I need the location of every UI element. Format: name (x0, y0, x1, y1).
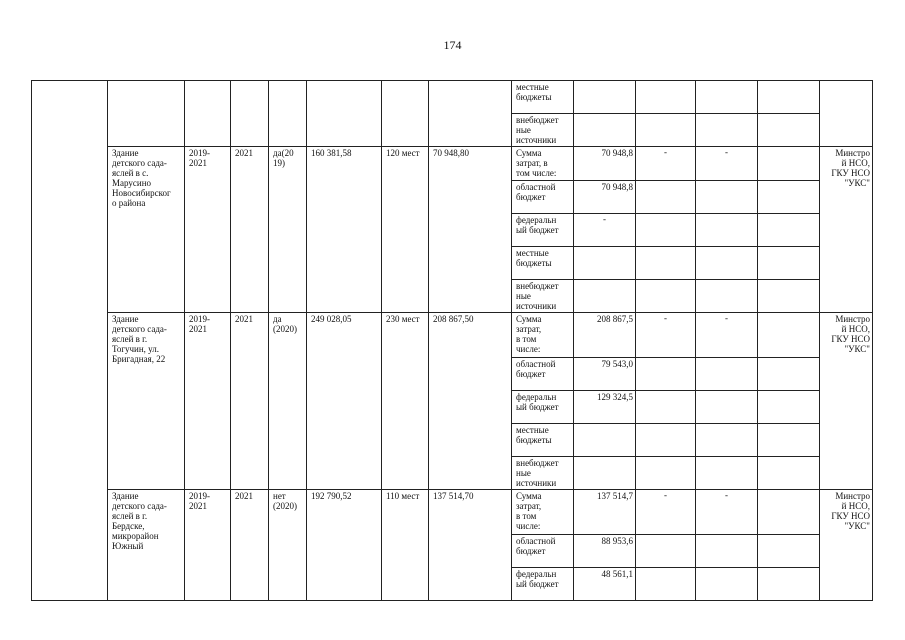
project-remaining-cost: 70 948,80 (433, 148, 469, 159)
year3-cell (758, 534, 820, 567)
year2-cell (696, 490, 758, 534)
amount-cell (574, 81, 636, 114)
year1-cell (636, 114, 696, 147)
funding-source: областной бюджет (516, 535, 556, 556)
funding-amount (574, 424, 635, 425)
period-cell (185, 81, 231, 147)
funding-amount: 70 948,8 (601, 181, 633, 192)
amount-cell (574, 490, 636, 534)
year1-cell (636, 280, 696, 313)
project-total-cost: 249 028,05 (311, 314, 352, 325)
responsible-organization: Минстро й НСО, ГКУ НСО "УКС" (831, 491, 870, 532)
year1-cell (636, 423, 696, 456)
capacity-cell (382, 81, 429, 147)
table-row (32, 313, 873, 357)
source-cell (512, 180, 574, 213)
project-pir: нет (2020) (273, 491, 297, 512)
project-capacity: 230 мест (386, 314, 420, 325)
project-total-cost-cell (307, 313, 382, 490)
funding-source: областной бюджет (516, 181, 556, 202)
source-cell (512, 280, 574, 313)
funding-source: Сумма затрат, в том числе: (516, 148, 557, 179)
year2-cell (696, 534, 758, 567)
project-period-cell (185, 490, 231, 601)
name-cell (108, 81, 185, 147)
year2-cell (696, 313, 758, 357)
funding-source: местные бюджеты (516, 424, 552, 445)
amount-cell (574, 313, 636, 357)
project-total-cost: 160 381,58 (311, 148, 352, 159)
source-label: местные бюджеты (516, 82, 552, 102)
source-cell (512, 147, 574, 180)
funding-amount: 48 561,1 (601, 568, 633, 579)
project-period-cell (185, 313, 231, 490)
year1-cell (636, 180, 696, 213)
project-end-year: 2021 (235, 148, 253, 159)
funding-amount: 208 867,5 (597, 314, 633, 325)
funding-amount: 88 953,6 (601, 535, 633, 546)
source-cell (512, 534, 574, 567)
project-end-year: 2021 (235, 314, 253, 325)
year1-cell (636, 246, 696, 279)
project-period: 2019- 2021 (189, 491, 210, 512)
funding-amount: 129 324,5 (597, 391, 633, 402)
year2-amount: - (725, 147, 728, 158)
year2-amount: - (725, 313, 728, 324)
source-cell (512, 423, 574, 456)
year3-cell (758, 180, 820, 213)
table-row (32, 81, 873, 114)
project-capacity: 110 мест (386, 491, 420, 502)
year1-cell (636, 313, 696, 357)
source-cell (512, 246, 574, 279)
project-pir-cell (269, 490, 307, 601)
amount-cell (574, 390, 636, 423)
project-remaining-cost-cell (429, 313, 512, 490)
funding-amount: 79 543,0 (601, 358, 633, 369)
year1-cell (636, 567, 696, 600)
amount-cell (574, 246, 636, 279)
project-capacity-cell (382, 313, 429, 490)
project-period: 2019- 2021 (189, 314, 210, 335)
year3-cell (758, 357, 820, 390)
remaining-cost-cell (429, 81, 512, 147)
source-cell (512, 213, 574, 246)
responsible-cell (820, 81, 873, 147)
funding-source: федеральн ый бюджет (516, 568, 559, 589)
funding-amount (574, 457, 635, 458)
funding-source: федеральн ый бюджет (516, 391, 559, 412)
project-end-year-cell (231, 147, 269, 313)
project-total-cost-cell (307, 147, 382, 313)
amount-cell (574, 457, 636, 490)
funding-source: внебюджет ные источники (516, 281, 559, 312)
year3-cell (758, 490, 820, 534)
project-pir: да (2020) (273, 314, 297, 335)
project-pir-cell (269, 313, 307, 490)
year3-cell (758, 81, 820, 114)
year2-cell (696, 114, 758, 147)
project-remaining-cost-cell (429, 490, 512, 601)
year2-cell (696, 213, 758, 246)
end-year-cell (231, 81, 269, 147)
year1-cell (636, 81, 696, 114)
amount-cell (574, 280, 636, 313)
page-number: 174 (443, 38, 462, 52)
amount-cell (574, 567, 636, 600)
responsible-cell (820, 147, 873, 313)
year2-cell (696, 246, 758, 279)
project-end-year-cell (231, 490, 269, 601)
source-cell (512, 567, 574, 600)
project-period-cell (185, 147, 231, 313)
project-name-cell (108, 490, 185, 601)
project-total-cost: 192 790,52 (311, 491, 352, 502)
year3-cell (758, 423, 820, 456)
responsible-cell (820, 490, 873, 601)
funding-amount: 70 948,8 (601, 148, 633, 159)
source-cell (512, 390, 574, 423)
source-cell (512, 313, 574, 357)
project-end-year-cell (231, 313, 269, 490)
year2-amount: - (725, 490, 728, 501)
year3-cell (758, 390, 820, 423)
amount-cell (574, 213, 636, 246)
amount-cell (574, 357, 636, 390)
amount-cell (574, 180, 636, 213)
year1-amount: - (664, 313, 667, 324)
amount-cell (574, 534, 636, 567)
year1-amount: - (664, 490, 667, 501)
source-cell (512, 490, 574, 534)
funding-source: федеральн ый бюджет (516, 214, 559, 235)
project-capacity-cell (382, 147, 429, 313)
year3-cell (758, 147, 820, 180)
year3-cell (758, 457, 820, 490)
total-cost-cell (307, 81, 382, 147)
number-cell (32, 81, 108, 601)
year1-cell (636, 534, 696, 567)
amount-cell (574, 147, 636, 180)
project-capacity-cell (382, 490, 429, 601)
year2-cell (696, 457, 758, 490)
project-remaining-cost: 208 867,50 (433, 314, 474, 325)
project-pir-cell (269, 147, 307, 313)
year3-cell (758, 114, 820, 147)
source-cell (512, 357, 574, 390)
year3-cell (758, 246, 820, 279)
funding-source: Сумма затрат, в том числе: (516, 491, 542, 532)
project-period: 2019- 2021 (189, 148, 210, 169)
funding-source: местные бюджеты (516, 247, 552, 268)
funding-source: областной бюджет (516, 358, 556, 379)
year1-cell (636, 357, 696, 390)
funding-source: Сумма затрат, в том числе: (516, 314, 542, 355)
responsible-organization: Минстро й НСО, ГКУ НСО "УКС" (831, 148, 870, 189)
funding-amount: 137 514,7 (597, 491, 633, 502)
year1-cell (636, 490, 696, 534)
project-remaining-cost: 137 514,70 (433, 491, 474, 502)
source-cell (512, 81, 574, 114)
project-capacity: 120 мест (386, 148, 420, 159)
project-name-cell (108, 147, 185, 313)
year2-cell (696, 567, 758, 600)
project-name-cell (108, 313, 185, 490)
source-cell (512, 457, 574, 490)
year1-cell (636, 457, 696, 490)
project-pir: да(20 19) (273, 148, 294, 169)
amount-cell (574, 114, 636, 147)
investment-table (31, 80, 873, 601)
project-end-year: 2021 (235, 491, 253, 502)
year1-cell (636, 147, 696, 180)
year2-cell (696, 357, 758, 390)
table-row (32, 147, 873, 180)
year2-cell (696, 390, 758, 423)
table-row (32, 490, 873, 534)
year2-cell (696, 280, 758, 313)
pir-cell (269, 81, 307, 147)
project-name: Здание детского сада- яслей в г. Тогучин, ул. Бригадная, 22 (112, 314, 167, 365)
year1-cell (636, 390, 696, 423)
year2-cell (696, 81, 758, 114)
year1-amount: - (664, 147, 667, 158)
project-remaining-cost-cell (429, 147, 512, 313)
project-name: Здание детского сада- яслей в г. Бердске, микрорайон Южный (112, 491, 167, 552)
funding-amount (574, 247, 635, 248)
year2-cell (696, 180, 758, 213)
year3-cell (758, 313, 820, 357)
project-name: Здание детского сада- яслей в с. Марусино Новосибирског о района (112, 148, 171, 209)
amount-cell (574, 423, 636, 456)
source-label: внебюджет ные источники (516, 115, 559, 146)
funding-amount: - (603, 213, 606, 224)
year3-cell (758, 213, 820, 246)
year2-cell (696, 423, 758, 456)
source-cell (512, 114, 574, 147)
year2-cell (696, 147, 758, 180)
year3-cell (758, 567, 820, 600)
responsible-organization: Минстро й НСО, ГКУ НСО "УКС" (831, 314, 870, 355)
year1-cell (636, 213, 696, 246)
funding-source: внебюджет ные источники (516, 458, 559, 489)
funding-amount (574, 280, 635, 281)
year3-cell (758, 280, 820, 313)
responsible-cell (820, 313, 873, 490)
project-total-cost-cell (307, 490, 382, 601)
